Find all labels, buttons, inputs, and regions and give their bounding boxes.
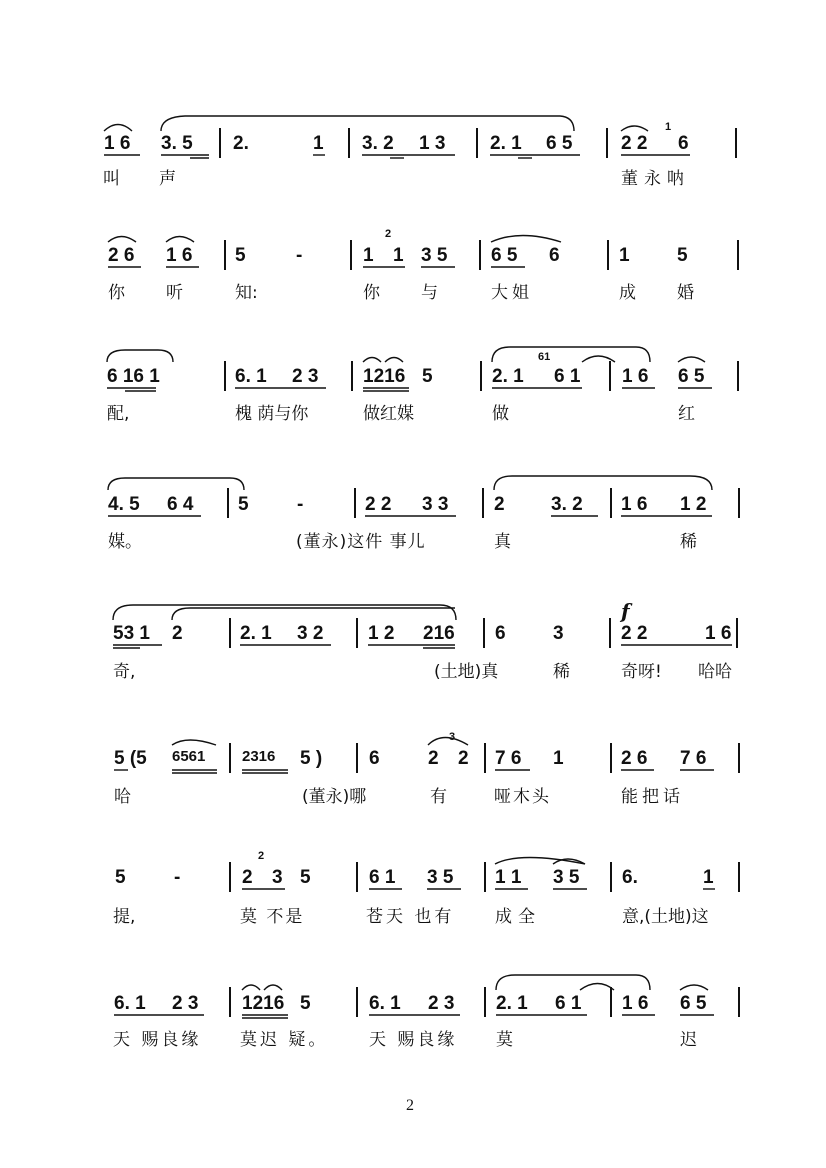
barline — [356, 618, 358, 648]
lyric: 配, — [107, 404, 130, 424]
note-group: 3 5 — [421, 245, 448, 266]
barline — [356, 987, 358, 1017]
barline — [484, 743, 486, 773]
note-group: 7 6 — [680, 748, 707, 769]
note-group: 1 — [313, 133, 324, 154]
dynamic-marking: f — [621, 599, 630, 623]
lyric: 大姐 — [491, 283, 533, 303]
lyric: 董永呐 — [621, 169, 690, 189]
note-group: 6 — [678, 133, 689, 154]
lyric: 稀 — [680, 532, 697, 552]
lyric: 莫 不是 — [240, 907, 305, 927]
barline — [609, 618, 611, 648]
lyric: 有 — [430, 787, 447, 807]
lyric: 稀 — [553, 662, 570, 682]
lyric: 莫 — [496, 1030, 513, 1050]
lyric: 哑木头 — [494, 787, 551, 807]
barline — [610, 987, 612, 1017]
barline — [479, 240, 481, 270]
barline — [736, 618, 738, 648]
barline — [609, 361, 611, 391]
barline — [738, 987, 740, 1017]
barline — [350, 240, 352, 270]
slur — [385, 358, 403, 363]
note-group: - — [174, 867, 181, 888]
note-group: 6 — [549, 245, 560, 266]
note-group: 3 5 — [427, 867, 454, 888]
note-group: 1 — [703, 867, 714, 888]
note-group: 3. 2 — [362, 133, 394, 154]
barline — [484, 987, 486, 1017]
lyric: 意,(土地)这 — [622, 907, 709, 927]
barline — [480, 361, 482, 391]
slur — [621, 126, 648, 131]
slur — [491, 236, 561, 243]
barline — [735, 128, 737, 158]
note-group: 6 16 1 — [107, 366, 160, 387]
note-group: 6 5 — [546, 133, 573, 154]
note-group: 6 4 — [167, 494, 194, 515]
note-group: 2 2 — [365, 494, 392, 515]
note-group: 2 — [428, 748, 439, 769]
lyric: 哈哈 — [698, 662, 732, 682]
barline — [482, 488, 484, 518]
note-group: 2 3 — [292, 366, 319, 387]
note-group: 2. 1 — [240, 623, 272, 644]
note-group: 1 6 — [705, 623, 732, 644]
note-group: 216 — [423, 623, 455, 644]
note-group: 2 3 — [428, 993, 455, 1014]
note-group: - — [297, 494, 304, 515]
note-group: 2 2 — [621, 623, 648, 644]
barline — [738, 743, 740, 773]
lyric: (董永)哪 — [302, 787, 367, 807]
barline — [227, 488, 229, 518]
slur — [161, 116, 574, 131]
slur — [680, 985, 708, 990]
note-group: 3 5 — [553, 867, 580, 888]
barline — [738, 862, 740, 892]
slur — [172, 608, 455, 620]
note-group: 5 ) — [300, 748, 323, 769]
lyric: 与 — [421, 283, 438, 303]
slur — [428, 738, 468, 746]
note-group: 1 2 — [680, 494, 707, 515]
note-group: 53 1 — [113, 623, 150, 644]
note-group: 3 — [553, 623, 564, 644]
note-group: 5 — [300, 867, 311, 888]
lyric: 听 — [166, 283, 183, 303]
barline — [229, 987, 231, 1017]
slur — [166, 237, 194, 243]
lyric: 成全 — [495, 907, 541, 927]
barline — [354, 488, 356, 518]
barline — [348, 128, 350, 158]
lyric: 你 — [108, 283, 125, 303]
barline — [229, 618, 231, 648]
grace-note: 61 — [538, 351, 551, 363]
note-group: 6. 1 — [235, 366, 267, 387]
note-group: 5 — [422, 366, 433, 387]
slur — [113, 605, 456, 620]
note-group: 1216 — [363, 366, 406, 387]
lyric: 奇呀! — [621, 662, 662, 682]
note-group: 1 — [553, 748, 564, 769]
note-group: 1216 — [242, 993, 285, 1014]
slur — [108, 237, 136, 243]
lyric: 天 赐良缘 — [113, 1030, 202, 1050]
note-group: 2. 1 — [492, 366, 524, 387]
barline — [738, 488, 740, 518]
slur — [678, 357, 705, 362]
page-number: 2 — [406, 1097, 414, 1114]
note-group: - — [296, 245, 303, 266]
note-group: 1 6 — [166, 245, 193, 266]
note-group: 6561 — [172, 748, 206, 765]
note-group: 5 — [235, 245, 246, 266]
barline — [356, 862, 358, 892]
note-group: 6 1 — [369, 867, 396, 888]
barline — [737, 361, 739, 391]
barline — [351, 361, 353, 391]
barline — [356, 743, 358, 773]
lyric: 红 — [678, 404, 695, 424]
grace-note: 3 — [449, 731, 456, 743]
barline — [224, 240, 226, 270]
barline — [224, 361, 226, 391]
lyric: (土地)真 — [434, 662, 499, 682]
lyric: 迟 — [680, 1030, 697, 1050]
note-group: 1 6 — [104, 133, 131, 154]
note-group: 6. — [622, 867, 638, 888]
barline — [607, 240, 609, 270]
slur — [553, 859, 585, 864]
slur — [496, 975, 650, 990]
note-group: 5 — [300, 993, 311, 1014]
grace-note: 1 — [665, 121, 672, 133]
lyric: 声 — [159, 169, 176, 189]
note-group: 6 — [495, 623, 506, 644]
lyric: 你 — [363, 283, 380, 303]
note-group: 6 1 — [554, 366, 581, 387]
slur — [104, 125, 132, 132]
grace-note: 2 — [258, 850, 265, 862]
note-group: 1 6 — [622, 366, 649, 387]
barline — [229, 743, 231, 773]
note-group: 3. 2 — [551, 494, 583, 515]
note-group: 6. 1 — [369, 993, 401, 1014]
note-group: 2 6 — [621, 748, 648, 769]
slur — [363, 358, 381, 363]
lyric: 天 赐良缘 — [369, 1030, 458, 1050]
note-group: 1 3 — [419, 133, 446, 154]
note-group: 2 2 — [621, 133, 648, 154]
slur — [108, 478, 244, 490]
barline — [219, 128, 221, 158]
slur — [580, 984, 614, 991]
grace-note: 2 — [385, 228, 392, 240]
lyric: 真 — [494, 532, 511, 552]
note-group: 2 — [458, 748, 469, 769]
barline — [610, 488, 612, 518]
barline — [476, 128, 478, 158]
note-group: 7 6 — [495, 748, 522, 769]
slur — [172, 740, 216, 745]
note-group: 5 (5 — [114, 748, 147, 769]
note-group: 6 5 — [680, 993, 707, 1014]
note-group: 2. 1 — [496, 993, 528, 1014]
note-group: 1 2 — [368, 623, 395, 644]
note-group: 3. 5 — [161, 133, 193, 154]
note-group: 2. — [233, 133, 249, 154]
note-group: 1 — [619, 245, 630, 266]
note-group: 2 — [494, 494, 505, 515]
note-group: 6 5 — [491, 245, 518, 266]
note-group: 2 6 — [108, 245, 135, 266]
lyric: 能把话 — [621, 787, 684, 807]
note-group: 3 2 — [297, 623, 324, 644]
note-group: 6 — [369, 748, 380, 769]
note-group: 2. 1 — [490, 133, 522, 154]
barline — [737, 240, 739, 270]
lyric: 做红媒 — [363, 404, 414, 424]
note-group: 1 1 — [495, 867, 522, 888]
note-group: 5 — [677, 245, 688, 266]
lyric: 知: — [235, 283, 258, 303]
barline — [610, 862, 612, 892]
lyric: 槐 荫与你 — [235, 404, 309, 424]
note-group: 5 — [238, 494, 249, 515]
lyric: 媒。 — [108, 532, 142, 552]
lyric: 奇, — [113, 662, 136, 682]
note-group: 3 3 — [422, 494, 449, 515]
slur — [494, 476, 712, 490]
lyric: 成 — [619, 283, 636, 303]
note-group: 6 1 — [555, 993, 582, 1014]
slur — [495, 858, 585, 865]
slur — [242, 985, 260, 990]
barline — [484, 862, 486, 892]
note-group: 2 — [242, 867, 253, 888]
lyric: 提, — [113, 907, 136, 927]
note-group: 6. 1 — [114, 993, 146, 1014]
note-group: 1 6 — [621, 494, 648, 515]
note-group: 1 — [393, 245, 404, 266]
slur — [492, 347, 650, 362]
barline — [606, 128, 608, 158]
note-group: 3 — [272, 867, 283, 888]
lyric: 苍天 也有 — [366, 907, 455, 927]
lyric: 叫 — [103, 169, 120, 189]
lyric: 做 — [492, 404, 509, 424]
barline — [483, 618, 485, 648]
note-group: 5 — [115, 867, 126, 888]
note-group: 2 3 — [172, 993, 199, 1014]
note-group: 1 6 — [622, 993, 649, 1014]
note-group: 2316 — [242, 748, 276, 765]
slur — [107, 350, 173, 362]
note-group: 1 — [363, 245, 374, 266]
lyric: (董永)这件 事儿 — [296, 532, 426, 552]
note-group: 2 — [172, 623, 183, 644]
lyric: 莫迟 疑。 — [240, 1030, 329, 1050]
slur — [264, 985, 282, 990]
note-group: 6 5 — [678, 366, 705, 387]
barline — [229, 862, 231, 892]
lyric: 哈 — [114, 787, 131, 807]
lyric: 婚 — [677, 283, 694, 303]
barline — [610, 743, 612, 773]
note-group: 4. 5 — [108, 494, 140, 515]
